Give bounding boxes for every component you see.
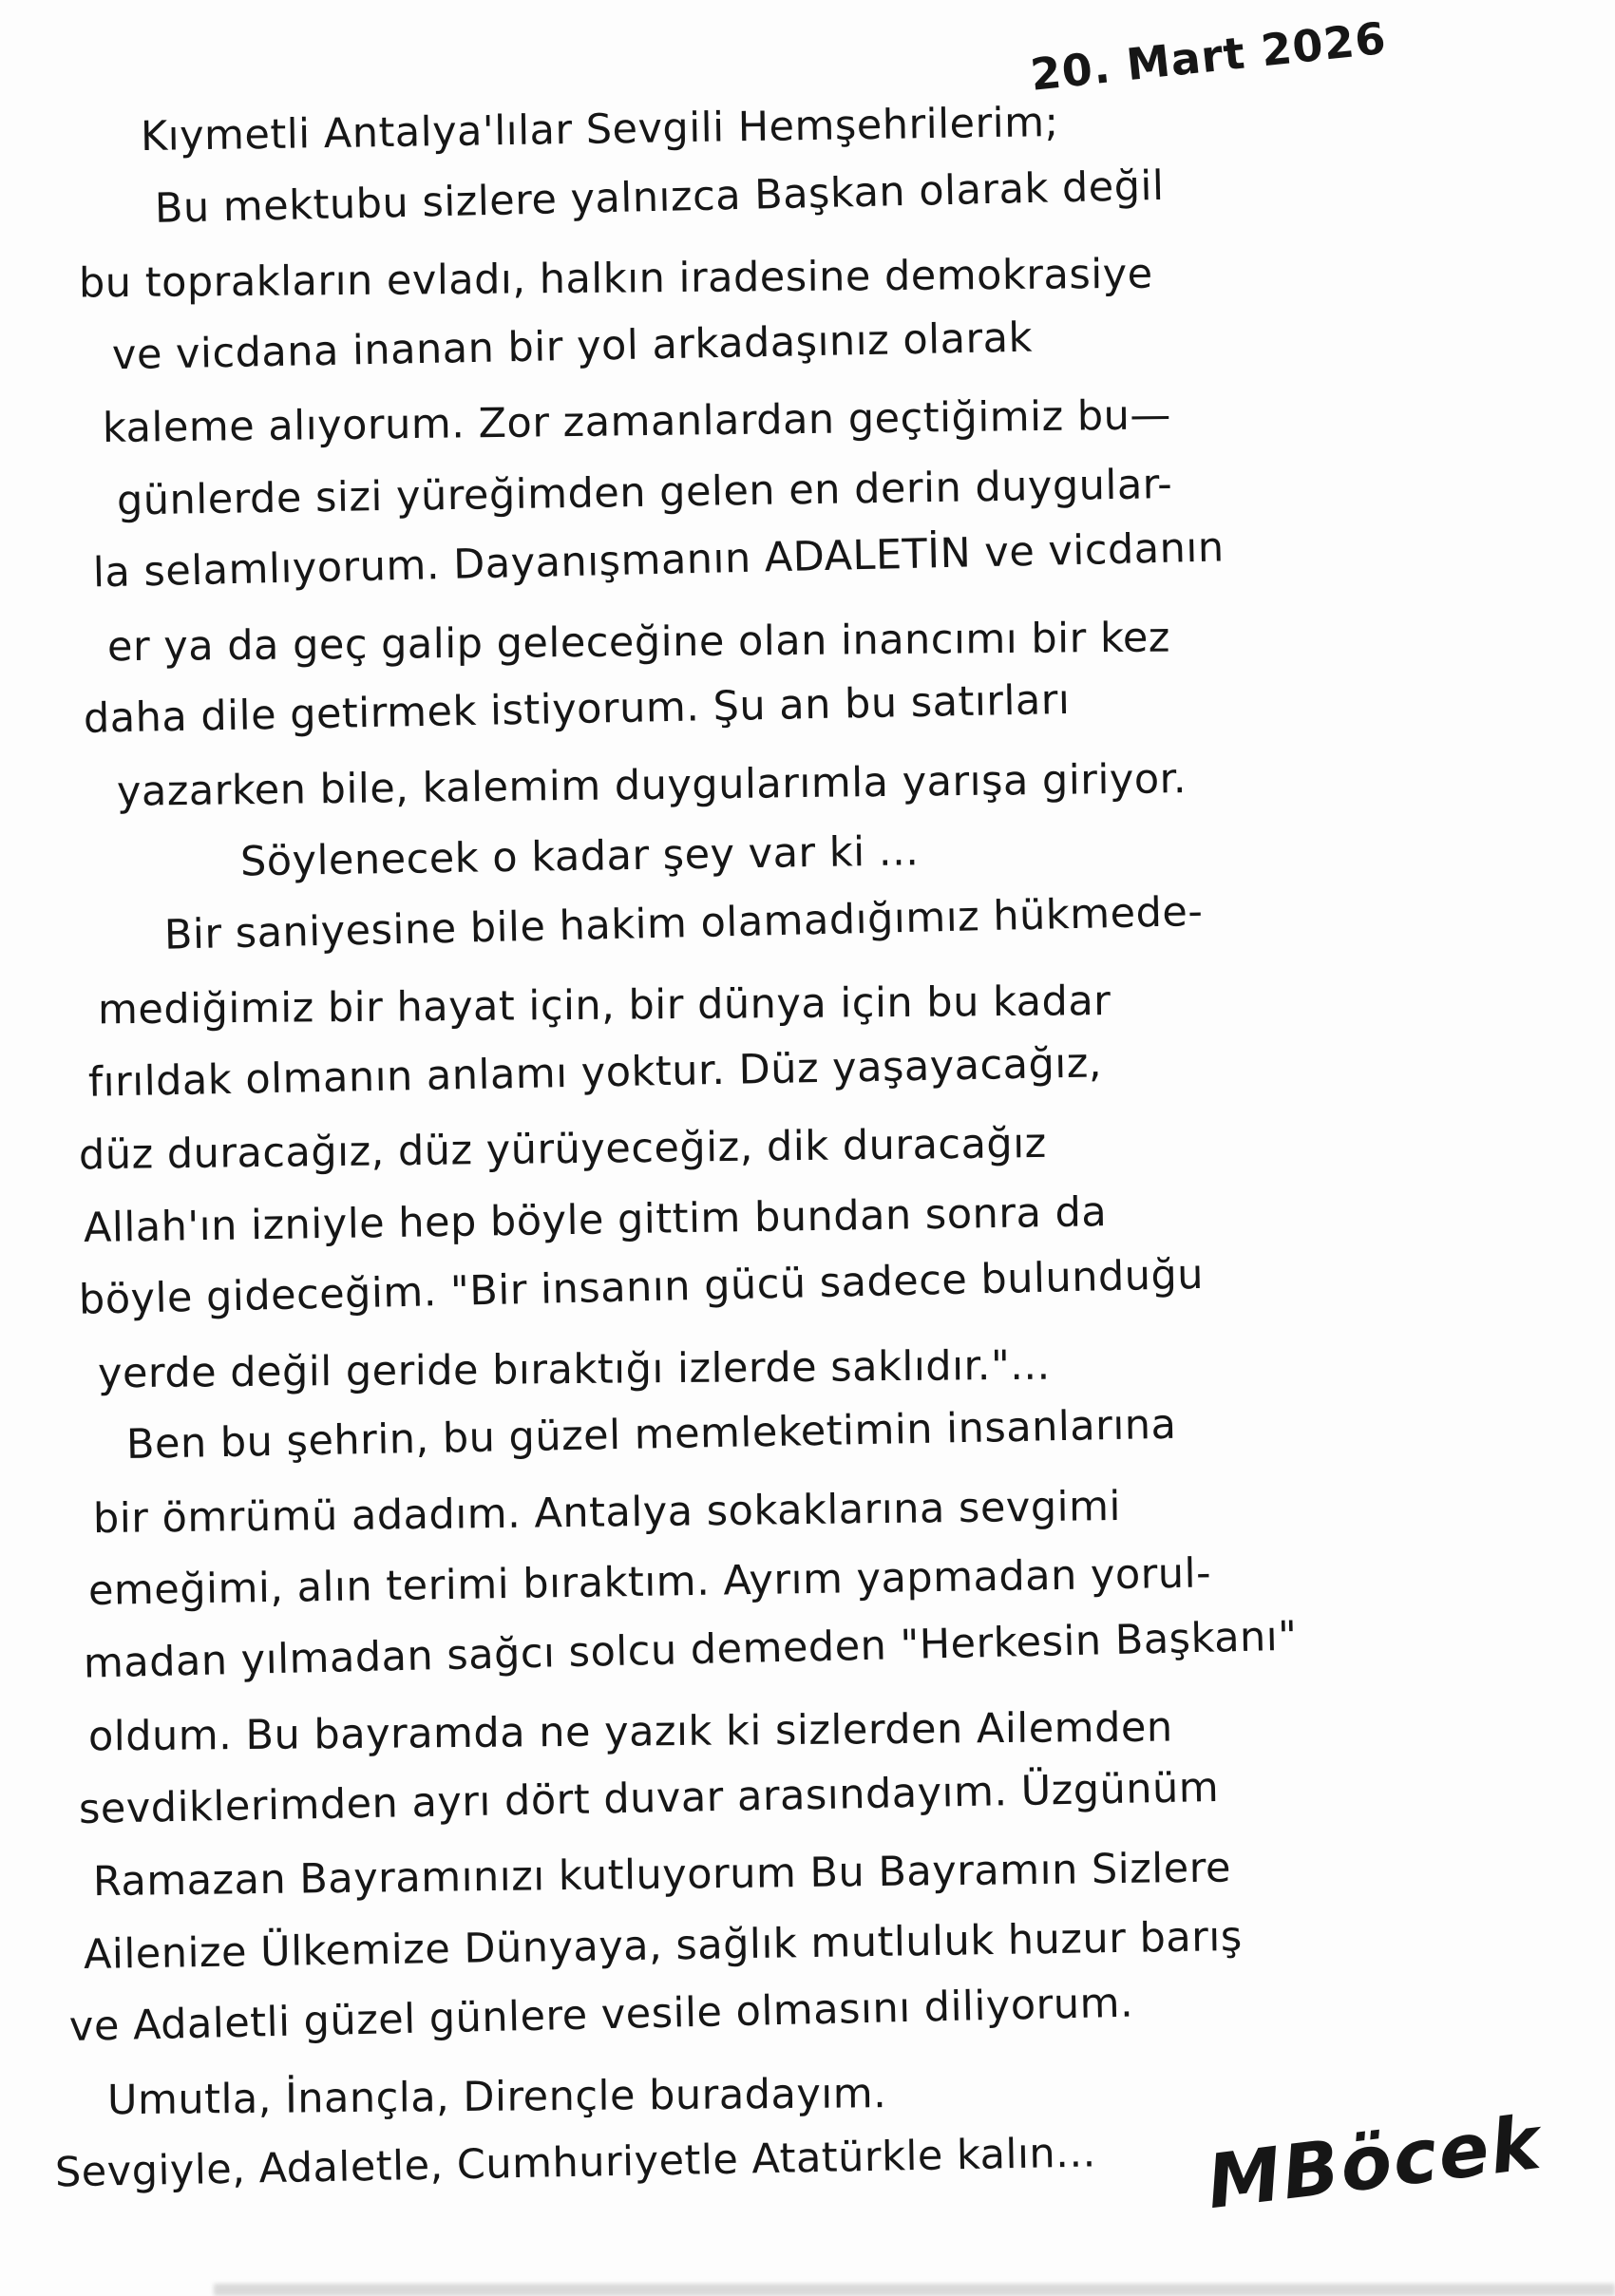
letter-line: sevdiklerimden ayrı dört duvar arasındayım. Üzgünüm (78, 1763, 1220, 1833)
letter-line: bir ömrümü adadım. Antalya sokaklarına sevgimi (92, 1482, 1122, 1543)
letter-body (27, 98, 1606, 2211)
letter-line: fırıldak olmanın anlamı yoktur. Düz yaşayacağız, (87, 1038, 1103, 1107)
letter-line: Bu mektubu sizlere yalnızca Başkan olarak değil (154, 161, 1165, 233)
letter-line: yerde değil geride bıraktığı izlerde saklıdır."... (97, 1341, 1051, 1397)
letter-line: günlerde sizi yüreğimden gelen en derin duygular- (116, 460, 1173, 525)
letter-line: daha dile getirmek istiyorum. Şu an bu satırları (83, 675, 1071, 743)
letter-line: Umutla, İnançla, Dirençle buradayım. (106, 2069, 887, 2124)
letter-line: Bir saniyesine bile hakim olamadığımız hükmede- (163, 887, 1204, 959)
letter-line: böyle gideceğim. "Bir insanın gücü sadece bulunduğu (78, 1250, 1205, 1324)
letter-line: Sevgiyle, Adaletle, Cumhuriyetle Atatürkle kalın... (54, 2129, 1097, 2197)
letter-line: la selamlıyorum. Dayanışmanın ADALETİN ve vicdanın (92, 523, 1226, 598)
letter-line: bu toprakların evladı, halkın iradesine demokrasiye (78, 250, 1153, 308)
letter-line: Kıymetli Antalya'lılar Sevgili Hemşehrilerim; (140, 98, 1059, 161)
letter-line: Allah'ın izniyle hep böyle gittim bundan sonra da (83, 1187, 1108, 1252)
letter-line: mediğimiz bir hayat için, bir dünya için bu kadar (97, 977, 1112, 1034)
signature: MBöcek (1202, 2099, 1547, 2227)
scan-edge-shadow (214, 2284, 1615, 2296)
letter-line: Ben bu şehrin, bu güzel memleketimin insanlarına (125, 1400, 1177, 1469)
letter-date: 20. Mart 2026 (1028, 11, 1389, 101)
letter-line: Ramazan Bayramınızı kutluyorum Bu Bayramın Sizlere (92, 1844, 1232, 1907)
letter-line: ve vicdana inanan bir yol arkadaşınız olarak (111, 313, 1034, 379)
letter-line: emeğimi, alın terimi bıraktım. Ayrım yapmadan yorul- (87, 1549, 1212, 1615)
letter-line: Söylenecek o kadar şey var ki ... (239, 827, 920, 886)
letter-line: madan yılmadan sağcı solcu demeden "Herkesin Başkanı" (83, 1612, 1299, 1688)
letter-line: yazarken bile, kalemim duygularımla yarışa giriyor. (116, 754, 1188, 816)
letter-line: Ailenize Ülkemize Dünyaya, sağlık mutluluk huzur barış (83, 1912, 1244, 1979)
letter-line: ve Adaletli güzel günlere vesile olmasını diliyorum. (68, 1979, 1134, 2051)
letter-line: oldum. Bu bayramda ne yazık ki sizlerden Ailemden (87, 1703, 1173, 1761)
letter-line: er ya da geç galip geleceğine olan inancımı bir kez (106, 613, 1171, 671)
letter-line: düz duracağız, düz yürüyeceğiz, dik duracağız (78, 1119, 1047, 1180)
letter-line: kaleme alıyorum. Zor zamanlardan geçtiğimiz bu— (102, 391, 1172, 453)
